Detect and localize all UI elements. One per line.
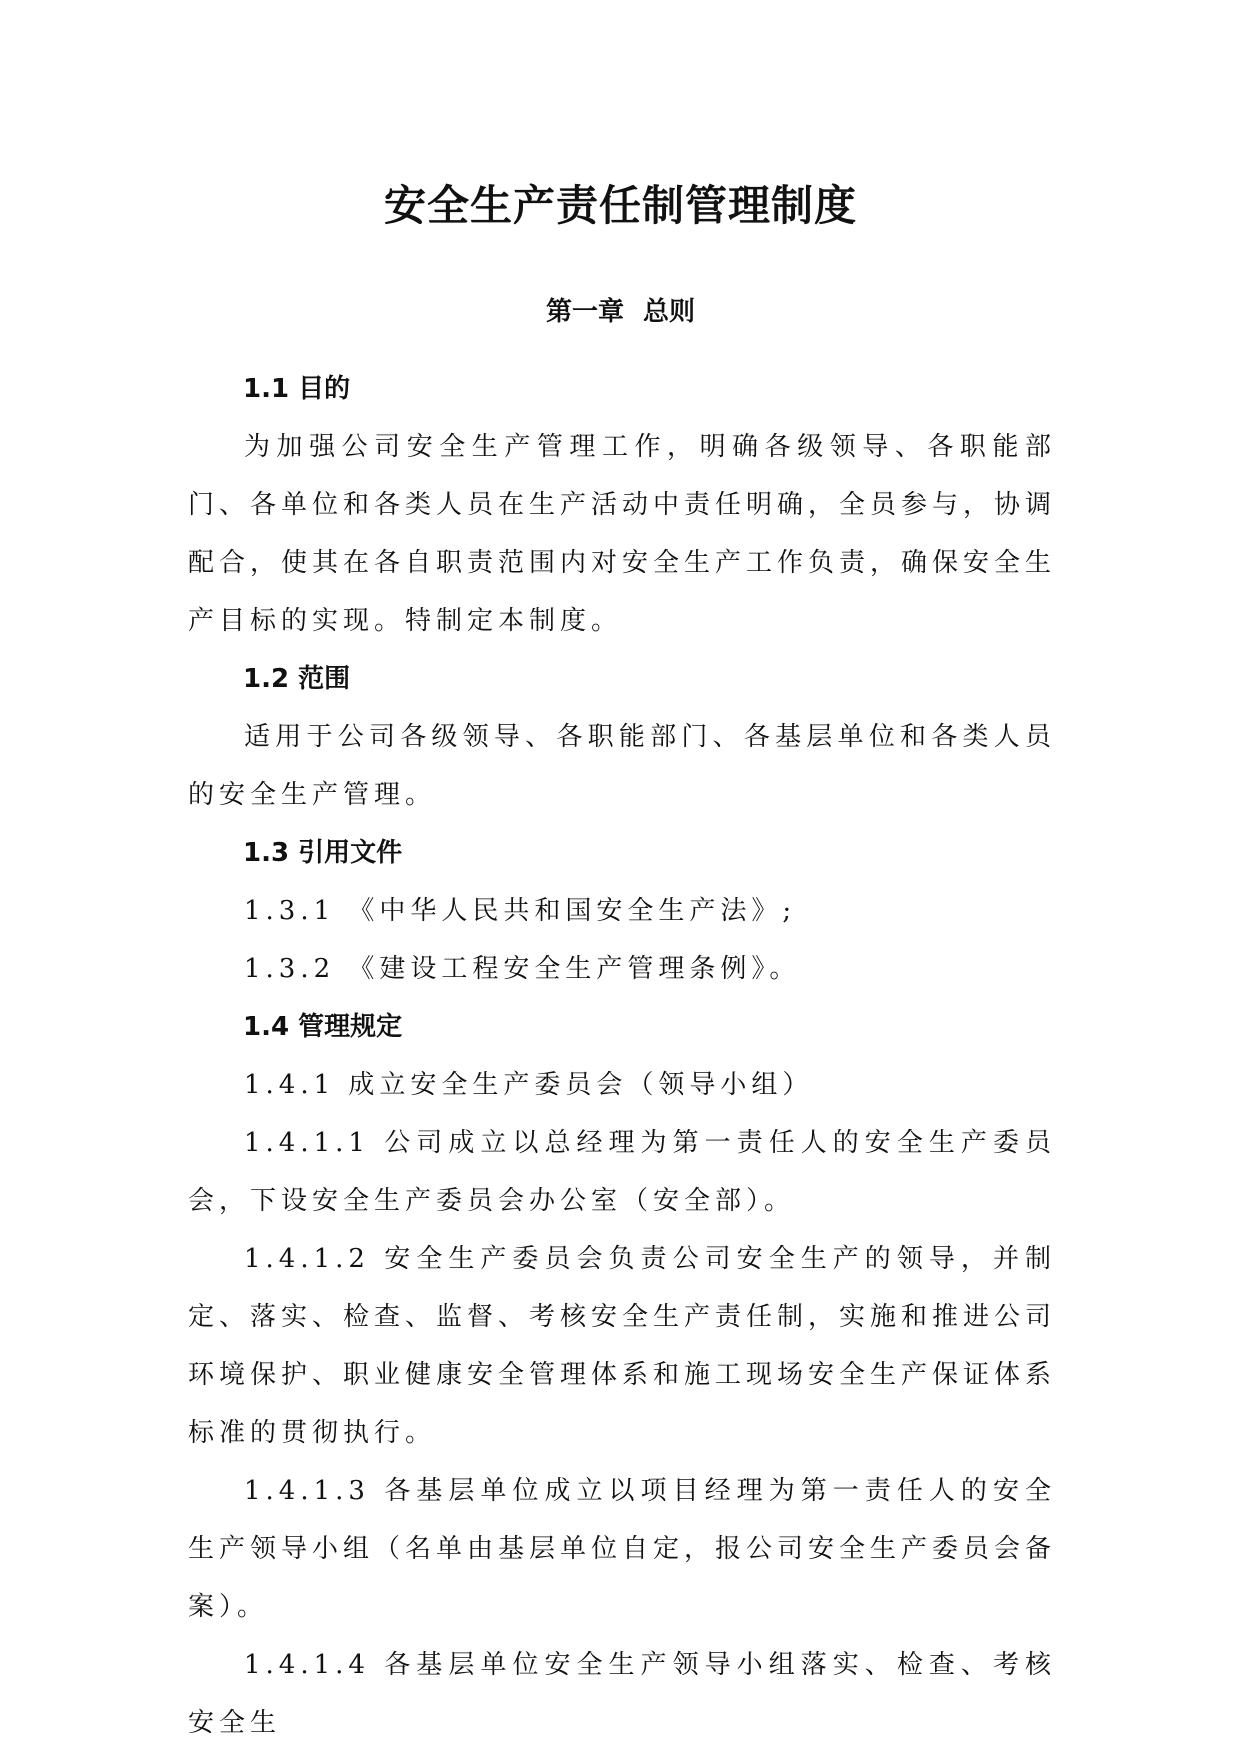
section-heading-references: 1.3 引用文件 (243, 838, 403, 868)
document-body (188, 360, 1056, 1752)
paragraph-1-4-1-4: 1.4.1.4 各基层单位安全生产领导小组落实、检查、考核安全生 (188, 1650, 1056, 1738)
paragraph-purpose: 为加强公司安全生产管理工作，明确各级领导、各职能部门、各单位和各类人员在生产活动中责任明确，全员参与，协调配合，使其在各自职责范围内对安全生产工作负责，确保安全生产目标的实现。特制定本制度。 (188, 432, 1057, 636)
paragraph-1-4-1-1: 1.4.1.1 公司成立以总经理为第一责任人的安全生产委员会，下设安全生产委员会办公室（安全部）。 (188, 1128, 1056, 1216)
paragraph-1-4-1-3: 1.4.1.3 各基层单位成立以项目经理为第一责任人的安全生产领导小组（名单由基层单位自定，报公司安全生产委员会备案）。 (188, 1476, 1057, 1622)
section-heading-purpose: 1.1 目的 (243, 374, 351, 404)
document-title: 安全生产责任制管理制度 (383, 181, 857, 230)
paragraph-scope: 适用于公司各级领导、各职能部门、各基层单位和各类人员的安全生产管理。 (188, 722, 1056, 810)
paragraph-1-4-1-2: 1.4.1.2 安全生产委员会负责公司安全生产的领导，并制定、落实、检查、监督、考核安全生产责任制，实施和推进公司环境保护、职业健康安全管理体系和施工现场安全生产保证体系标准的贯彻执行。 (188, 1244, 1057, 1448)
chapter-heading: 第一章 总则 (545, 297, 696, 327)
paragraph-reference-1: 1.3.1 《中华人民共和国安全生产法》; (244, 896, 797, 926)
paragraph-reference-2: 1.3.2 《建设工程安全生产管理条例》。 (244, 954, 801, 984)
paragraph-1-4-1: 1.4.1 成立安全生产委员会（领导小组） (244, 1070, 814, 1100)
section-heading-scope: 1.2 范围 (243, 664, 351, 694)
section-heading-management: 1.4 管理规定 (243, 1012, 403, 1042)
